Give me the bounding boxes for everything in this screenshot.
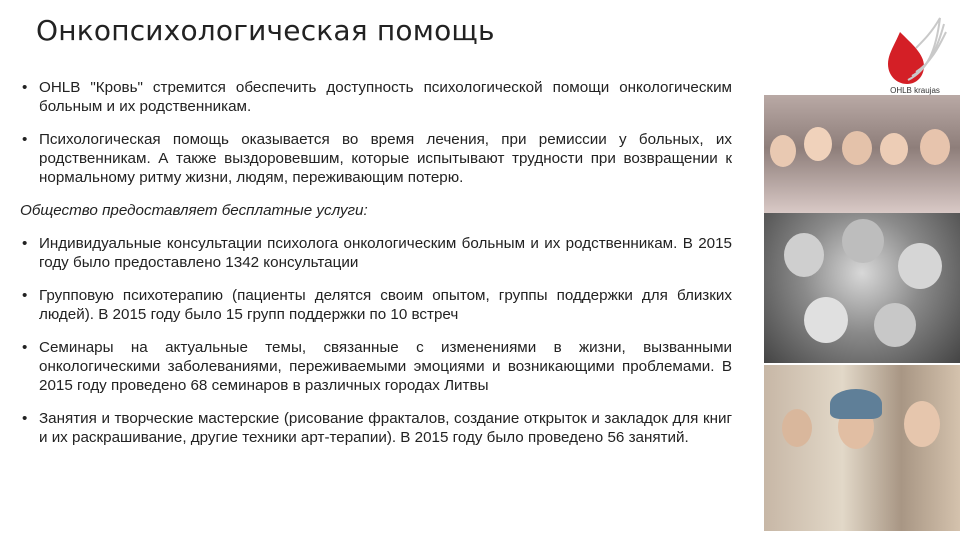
bullet-item	[20, 130, 732, 187]
logo-caption: OHLB kraujas	[890, 86, 940, 95]
therapy-session-photo	[764, 365, 960, 531]
circle-photo-bw	[764, 213, 960, 363]
service-name: Индивидуальные консультации психолога	[39, 235, 339, 252]
photo-collage	[764, 95, 960, 531]
service-text: (рисование фракталов, создание открыток и закладок для книг и их раскрашивание, другие техники арт-терапии). В 2015 году было проведено 56 занятий.	[39, 410, 733, 446]
bullet-text: Психологическая помощь оказывается во время лечения, при ремиссии у больных, их родственникам. А также выздоровевшим, которые испытывают трудности при возвращении к нормальному ритму жизни, людям, переживающим потерю.	[39, 131, 732, 186]
bullet-item	[20, 78, 732, 116]
page-title: Онкопсихологическая помощь	[36, 14, 495, 47]
bullet-text: OHLB "Кровь" стремится обеспечить доступность психологической помощи онкологическим больным и их родственникам.	[39, 79, 732, 115]
service-item	[20, 409, 732, 447]
service-item	[20, 234, 732, 272]
service-name: Групповую психотерапию	[39, 287, 223, 304]
service-name: Занятия и творческие мастерские	[39, 410, 280, 427]
services-subtitle: Общество предоставляет бесплатные услуги:	[20, 202, 368, 219]
service-item	[20, 286, 732, 324]
service-text: онкологическим больным и их родственникам. В 2015 году было предоставлено 1342 консультации	[39, 235, 732, 271]
main-content	[20, 78, 732, 456]
group-photo-women	[764, 95, 960, 213]
service-item	[20, 338, 732, 395]
service-text: (пациенты делятся своим опытом, группы поддержки для близких людей). В 2015 году было 15 групп поддержки по 10 встреч	[39, 287, 732, 323]
ohlb-logo	[878, 10, 948, 96]
blood-drop-wing-icon	[878, 10, 948, 90]
service-text: на актуальные темы, связанные с изменениями в жизни, вызванными онкологическими заболеваниями, переживаемыми эмоциями и возникающими проблемами. В 2015 году проведено 68 семинаров в различных городах Литвы	[39, 339, 732, 394]
service-name: Семинары	[39, 339, 114, 356]
